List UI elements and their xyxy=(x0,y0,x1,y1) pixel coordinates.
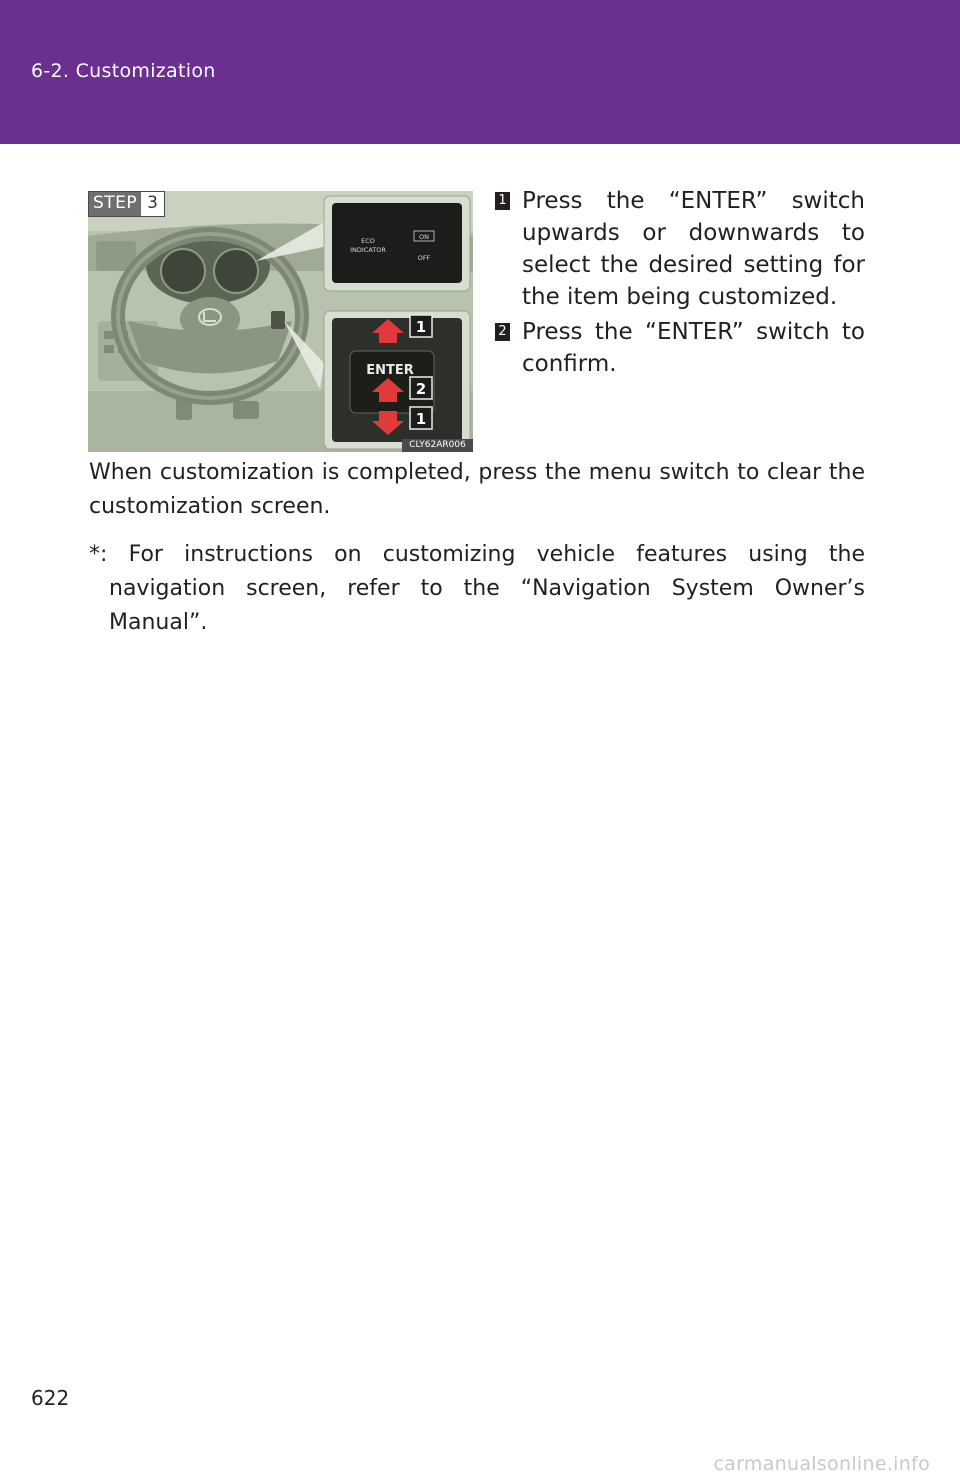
display-option-on: ON xyxy=(419,233,429,241)
footnote: *: For instructions on customizing vehicle features using the navigation screen, refer to the “Navigation System Owner’s Manual”. xyxy=(89,542,865,635)
section-title: 6-2. Customization xyxy=(31,60,216,82)
header-bar xyxy=(0,0,960,144)
completion-paragraph: When customization is completed, press the menu switch to clear the customization screen. xyxy=(89,460,865,519)
step-marker: 1 xyxy=(495,192,510,210)
watermark: carmanualsonline.info xyxy=(713,1453,930,1475)
enter-switch-label: ENTER xyxy=(366,363,414,378)
step-text: Press the “ENTER” switch to confirm. xyxy=(522,319,865,377)
step-word: STEP xyxy=(89,192,141,216)
page-number: 622 xyxy=(31,1386,70,1410)
display-option-off: OFF xyxy=(417,254,431,262)
callout-number: 2 xyxy=(415,380,427,398)
step-number: 3 xyxy=(147,193,158,213)
steering-wheel-illustration xyxy=(88,191,473,452)
step-marker: 2 xyxy=(495,323,510,341)
display-label-line2: INDICATOR xyxy=(350,246,386,254)
callout-number: 1 xyxy=(415,318,427,336)
step-badge xyxy=(88,191,165,217)
illustration-svg xyxy=(88,191,473,452)
step-item xyxy=(495,185,865,313)
figure-code: CLY62AR006 xyxy=(402,439,473,452)
step-item xyxy=(495,316,865,380)
display-label-line1: ECO xyxy=(361,237,375,245)
step-text: Press the “ENTER” switch upwards or downwards to select the desired setting for the item being customized. xyxy=(522,188,865,310)
callout-number: 1 xyxy=(415,410,427,428)
